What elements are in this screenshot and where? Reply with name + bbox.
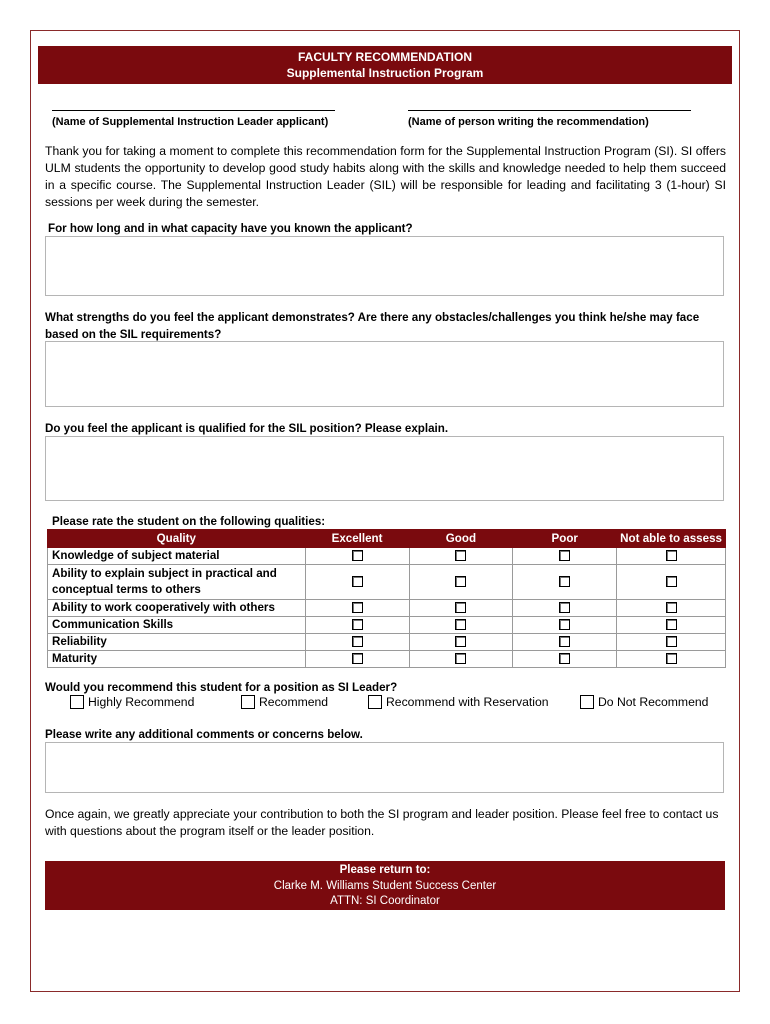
return-line2: ATTN: SI Coordinator: [330, 895, 440, 907]
intro-paragraph: Thank you for taking a moment to complete this recommendation form for the Supplemental Instruction Program (SI). SI offers ULM students the opportunity to develop good study habits along with the skills and knowledge needed to help them succeed in a specific course. The Supplemental Instruction Leader (SIL) will be responsible for leading and facilitating 3 (1-hour) SI sessions per week during the semester.: [45, 144, 726, 209]
option-recommend[interactable]: [241, 695, 328, 709]
rating-checkbox[interactable]: [455, 602, 466, 613]
col-quality: Quality: [48, 530, 306, 548]
closing-paragraph: Once again, we greatly appreciate your contribution to both the SI program and leader position. Please feel free to contact us with questions about the program itself or the leader position.: [45, 807, 719, 838]
checkbox[interactable]: [580, 695, 594, 709]
option-label: Do Not Recommend: [598, 695, 709, 709]
checkbox[interactable]: [241, 695, 255, 709]
question-strengths: What strengths do you feel the applicant demonstrates? Are there any obstacles/challenges you think he/she may face based on the SIL requirements?: [45, 311, 700, 341]
option-label: Recommend with Reservation: [386, 695, 549, 709]
answer-strengths[interactable]: [45, 341, 724, 407]
table-row: [48, 565, 726, 600]
writer-name-line[interactable]: [408, 110, 691, 111]
quality-label: Ability to work cooperatively with others: [48, 600, 306, 617]
form-subtitle: Supplemental Instruction Program: [286, 66, 484, 80]
table-row: [48, 548, 726, 565]
recommend-question: Would you recommend this student for a position as SI Leader?: [45, 681, 398, 694]
col-not-able: Not able to assess: [617, 530, 726, 548]
rating-checkbox[interactable]: [666, 550, 677, 561]
option-do-not-recommend[interactable]: [580, 695, 708, 709]
question-known-applicant: For how long and in what capacity have you known the applicant?: [48, 222, 413, 235]
answer-known-applicant[interactable]: [45, 236, 724, 296]
header-banner: [38, 46, 732, 84]
return-banner: [45, 861, 725, 910]
rating-checkbox[interactable]: [455, 550, 466, 561]
col-poor: Poor: [513, 530, 617, 548]
rating-checkbox[interactable]: [666, 619, 677, 630]
rating-checkbox[interactable]: [559, 636, 570, 647]
comments-box[interactable]: [45, 742, 724, 793]
recommend-options: [45, 695, 726, 713]
applicant-name-label: (Name of Supplemental Instruction Leader applicant): [52, 116, 329, 128]
table-row: [48, 617, 726, 634]
option-recommend-reservation[interactable]: [368, 695, 549, 709]
rating-checkbox[interactable]: [455, 576, 466, 587]
rating-checkbox[interactable]: [559, 619, 570, 630]
rating-checkbox[interactable]: [559, 653, 570, 664]
rating-checkbox[interactable]: [352, 653, 363, 664]
checkbox[interactable]: [368, 695, 382, 709]
answer-qualified[interactable]: [45, 436, 724, 501]
rating-checkbox[interactable]: [666, 602, 677, 613]
quality-label: Reliability: [48, 634, 306, 651]
quality-label: Knowledge of subject material: [48, 548, 306, 565]
rating-checkbox[interactable]: [666, 576, 677, 587]
rating-table: [47, 529, 726, 668]
rating-checkbox[interactable]: [455, 619, 466, 630]
rating-checkbox[interactable]: [559, 576, 570, 587]
quality-label: Maturity: [48, 651, 306, 668]
comments-prompt: Please write any additional comments or concerns below.: [45, 728, 363, 741]
rating-checkbox[interactable]: [455, 636, 466, 647]
option-highly-recommend[interactable]: [70, 695, 194, 709]
rating-checkbox[interactable]: [455, 653, 466, 664]
rating-checkbox[interactable]: [352, 636, 363, 647]
col-good: Good: [409, 530, 513, 548]
applicant-name-line[interactable]: [52, 110, 335, 111]
rating-checkbox[interactable]: [352, 550, 363, 561]
question-qualified: Do you feel the applicant is qualified for the SIL position? Please explain.: [45, 422, 449, 435]
table-row: [48, 634, 726, 651]
quality-label: Ability to explain subject in practical and conceptual terms to others: [48, 565, 306, 600]
rating-checkbox[interactable]: [352, 619, 363, 630]
rating-checkbox[interactable]: [559, 550, 570, 561]
quality-label: Communication Skills: [48, 617, 306, 634]
writer-name-label: (Name of person writing the recommendation): [408, 116, 649, 128]
option-label: Highly Recommend: [88, 695, 195, 709]
rating-checkbox[interactable]: [559, 602, 570, 613]
col-excellent: Excellent: [305, 530, 409, 548]
rating-checkbox[interactable]: [352, 602, 363, 613]
return-line1: Clarke M. Williams Student Success Center: [273, 879, 497, 892]
form-title: FACULTY RECOMMENDATION: [298, 50, 472, 64]
option-label: Recommend: [259, 695, 329, 709]
rating-header-row: [48, 530, 726, 548]
table-row: [48, 600, 726, 617]
rating-prompt: Please rate the student on the following qualities:: [52, 515, 326, 528]
table-row: [48, 651, 726, 668]
return-heading: Please return to:: [339, 864, 431, 876]
rating-checkbox[interactable]: [666, 653, 677, 664]
rating-checkbox[interactable]: [352, 576, 363, 587]
rating-checkbox[interactable]: [666, 636, 677, 647]
checkbox[interactable]: [70, 695, 84, 709]
